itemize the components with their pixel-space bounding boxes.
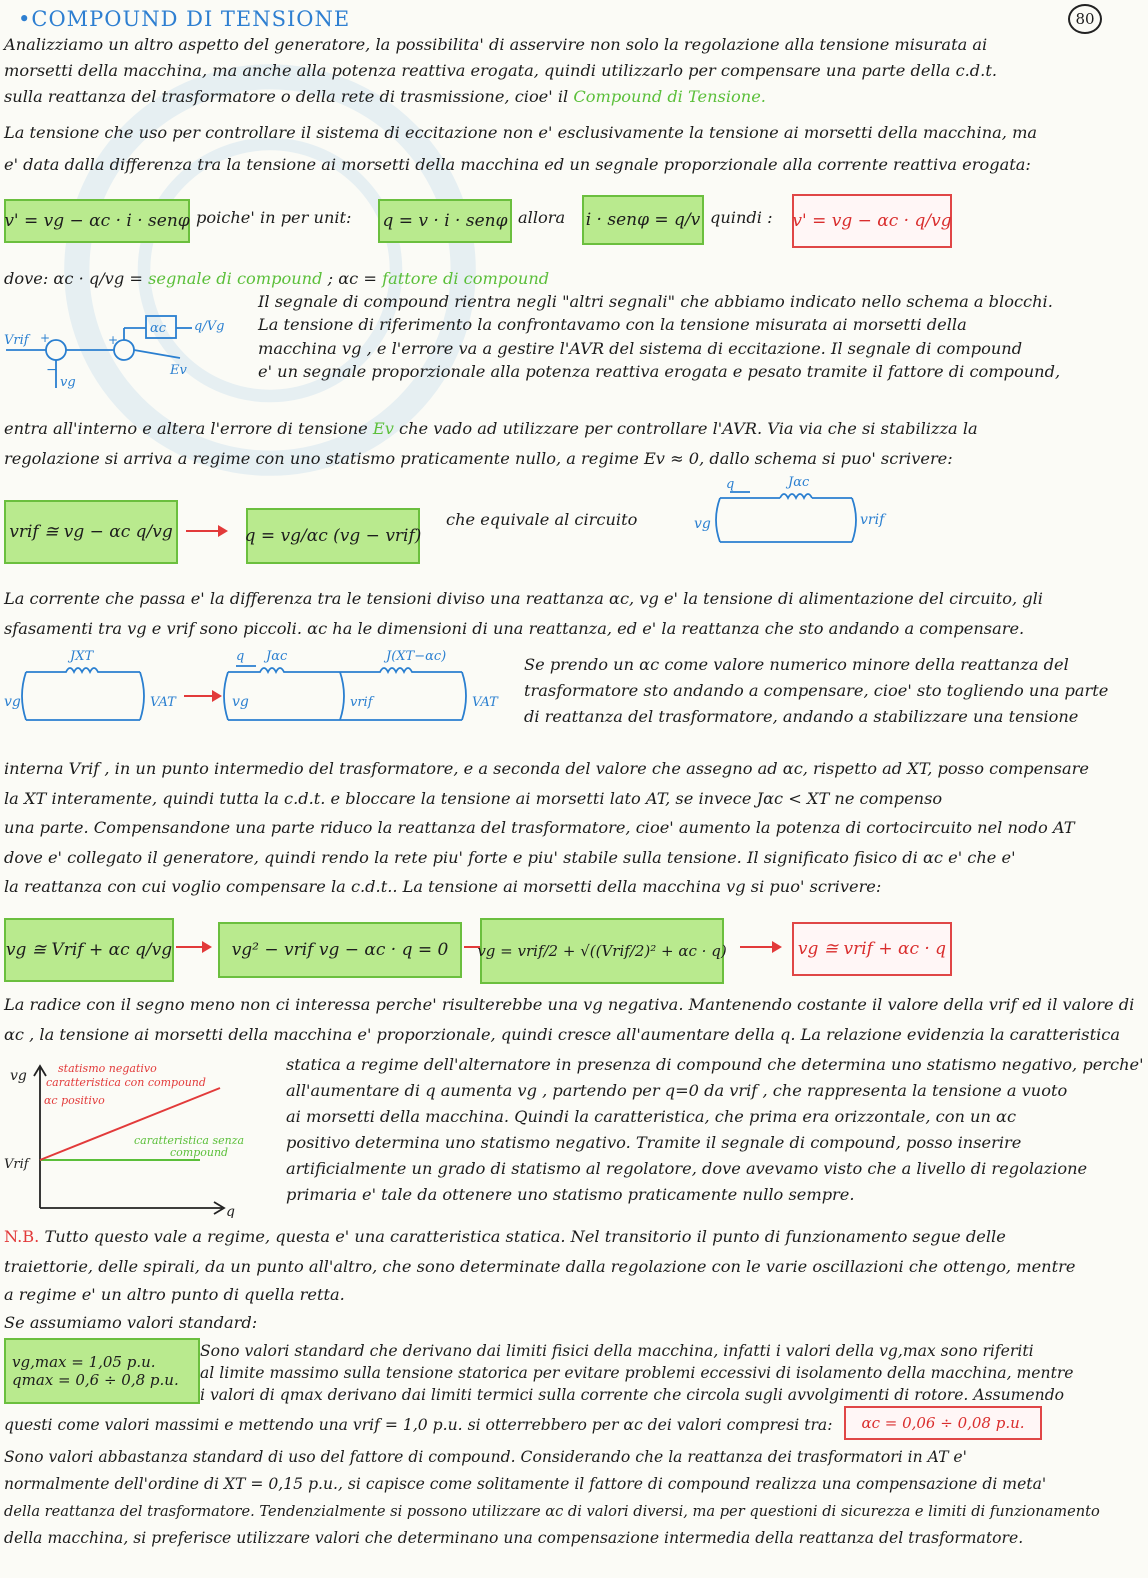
paragraph-line: macchina vg , e l'errore va a gestire l'AVR del sistema di eccitazione. Il segnale di compound (258, 338, 1023, 358)
block-diagram (0, 300, 250, 410)
ev-label: Ev (170, 363, 187, 378)
j-alpha-c-label: Jαc (788, 475, 810, 490)
vg-label: vg (232, 694, 249, 710)
paragraph-line: normalmente dell'ordine di XT = 0,15 p.u., si capisce come solitamente il fattore di compound realizza una compensazione di meta' (4, 1475, 1047, 1493)
vrif-label: Vrif (4, 1157, 29, 1172)
vrif-label: Vrif (4, 333, 29, 348)
paragraph-line: la XT interamente, quindi tutta la c.d.t. e bloccare la tensione ai morsetti lato AT, se invece Jαc < XT ne compenso (4, 788, 943, 808)
vg-label: vg (4, 694, 21, 710)
intro-line: La tensione che uso per controllare il sistema di eccitazione non e' esclusivamente la tensione ai morsetti della macchina, ma (4, 123, 1038, 142)
paragraph-line: Il segnale di compound rientra negli "altri segnali" che abbiamo indicato nello schema a blocchi. (258, 292, 1053, 311)
equation-box: q = vg/αc (vg − vrif) (246, 508, 420, 564)
ev-term: Ev (372, 419, 394, 438)
plus-sign: + (108, 333, 119, 347)
paragraph-line: Se prendo un αc come valore numerico minore della reattanza del (524, 655, 1069, 674)
page-number: 80 (1068, 4, 1102, 34)
paragraph-line: della macchina, si preferisce utilizzare valori che determinano una compensazione intermedia della reattanza del trasformatore. (4, 1529, 1024, 1547)
standard-values-box (4, 1338, 200, 1404)
equation-box: v' = vg − αc · i · senφ (4, 199, 190, 243)
x-axis-label: q (226, 1204, 235, 1218)
paragraph-line (4, 418, 978, 440)
definition-sep: ; αc = (327, 269, 377, 288)
equation-box: vg ≅ Vrif + αc q/vg (4, 918, 174, 982)
equation-text: quindi : (710, 208, 773, 227)
paragraph-line: sfasamenti tra vg e vrif sono piccoli. αc ha le dimensioni di una reattanza, ed e' la reattanza che sto andando a compensare. (4, 619, 1025, 638)
equation-box: q = v · i · senφ (378, 199, 512, 243)
equation-box: i · senφ = q/v (582, 195, 704, 245)
paragraph-text: entra all'interno e altera l'errore di tensione (4, 419, 368, 438)
jxt-label: JXT (70, 649, 94, 664)
equation-text: che equivale al circuito (446, 510, 638, 529)
paragraph-line: statica a regime dell'alternatore in presenza di compound che determina uno statismo negativo, perche' (286, 1055, 1144, 1074)
paragraph (286, 1052, 1144, 1208)
note-line: traiettorie, delle spirali, da un punto all'altro, che sono determinate dalla regolazione con le varie oscillazioni che ottengo, mentre (4, 1257, 1076, 1276)
intro-text: sulla reattanza del trasformatore o della rete di trasmissione, cioe' il (4, 87, 569, 106)
paragraph (258, 290, 1060, 384)
definition-prefix: dove: αc · q/vg = (4, 269, 143, 288)
paragraph-text: che vado ad utilizzare per controllare l'AVR. Via via che si stabilizza la (399, 419, 978, 438)
alpha-c-label: αc (150, 321, 167, 336)
paragraph-line: al limite massimo sulla tensione statorica per evitare problemi eccessivi di isolamento della macchina, mentre (200, 1364, 1074, 1382)
paragraph-line: una parte. Compensandone una parte riduco la reattanza del trasformatore, cioe' aumento la potenza di cortocircuito nel nodo AT (4, 818, 1075, 837)
paragraph-line: Sono valori abbastanza standard di uso del fattore di compound. Considerando che la reattanza dei trasformatori in AT e' (4, 1448, 967, 1466)
intro-line: e' data dalla differenza tra la tensione ai morsetti della macchina ed un segnale proporzionale alla corrente reattiva erogata: (4, 155, 1031, 174)
paragraph (4, 1444, 1100, 1552)
paragraph-line: interna Vrif , in un punto intermedio del trasformatore, e a seconda del valore che assegno ad αc, rispetto ad XT, posso compensare (4, 759, 1089, 778)
q-over-vg-label: q/Vg (194, 319, 225, 334)
j-alpha-c-label: Jαc (266, 649, 288, 664)
characteristic-graph (0, 1058, 270, 1218)
paragraph-line: i valori di qmax derivano dai limiti termici sulla corrente che circola sugli avvolgimenti di rotore. Assumendo (200, 1386, 1065, 1404)
arrow (740, 946, 780, 948)
note-text: Tutto questo vale a regime, questa e' una caratteristica statica. Nel transitorio il punto di funzionamento segue delle (44, 1227, 1006, 1246)
paragraph-line: all'aumentare di q aumenta vg , partendo per q=0 da vrif , che rappresenta la tensione a vuoto (286, 1081, 1068, 1100)
arrow (176, 946, 210, 948)
note-line (4, 1226, 1006, 1248)
intro-line (4, 86, 766, 108)
paragraph (4, 754, 1089, 902)
paragraph (200, 1340, 1074, 1406)
q-label: q (236, 649, 245, 664)
intro-line: Analizziamo un altro aspetto del generatore, la possibilita' di asservire non solo la regolazione alla tensione misurata ai (4, 35, 988, 54)
annotation: compound (170, 1146, 229, 1159)
paragraph-line: trasformatore sto andando a compensare, cioe' sto togliendo una parte (524, 681, 1109, 700)
paragraph-line: Sono valori standard che derivano dai limiti fisici della macchina, infatti i valori della vg,max sono riferiti (200, 1342, 1034, 1360)
paragraph-line: di reattanza del trasformatore, andando a stabilizzare una tensione (524, 707, 1079, 726)
annotation: caratteristica senza (134, 1134, 245, 1147)
intro-line: morsetti della macchina, ma anche alla potenza reattiva erogata, quindi utilizzarlo per compensare una parte della c.d.t. (4, 61, 997, 80)
paragraph-line: la reattanza con cui voglio compensare la c.d.t.. La tensione ai morsetti della macchina vg si puo' scrivere: (4, 877, 882, 896)
paragraph-line: della reattanza del trasformatore. Tendenzialmente si possono utilizzare αc di valori diversi, ma per questioni di sicurezza e limiti di funzionamento (4, 1503, 1100, 1520)
paragraph-line: regolazione si arriva a regime con uno statismo praticamente nullo, a regime Ev ≈ 0, dallo schema si puo' scrivere: (4, 449, 953, 468)
equivalent-circuit (680, 474, 910, 554)
q-max-value: qmax = 0,6 ÷ 0,8 p.u. (12, 1371, 179, 1389)
paragraph-line: αc , la tensione ai morsetti della macchina e' proporzionale, quindi cresce all'aumentare della q. La relazione evidenzia la caratteristica (4, 1025, 1120, 1044)
vrif-label: vrif (860, 512, 885, 528)
paragraph-line: dove e' collegato il generatore, quindi rendo la rete piu' forte e piu' stabile sulla tensione. Il significato fisico di αc e' che e' (4, 847, 1016, 867)
jxt-minus-alpha-c-label: J(XT−αc) (386, 649, 447, 664)
result-box: v' = vg − αc · q/vg (792, 194, 952, 248)
y-axis-label: vg (10, 1068, 27, 1084)
page-title: •COMPOUND DI TENSIONE (18, 7, 351, 31)
paragraph-line: La radice con il segno meno non ci interessa perche' risulterebbe una vg negativa. Mantenendo costante il valore della vrif ed il valore di (4, 995, 1135, 1014)
vg-max-value: vg,max = 1,05 p.u. (12, 1353, 156, 1371)
vg-label: vg (694, 516, 711, 532)
note-label: N.B. (4, 1227, 40, 1246)
plus-sign: + (40, 331, 51, 345)
note-line: a regime e' un altro punto di quella retta. (4, 1285, 345, 1304)
compound-signal-label: segnale di compound (148, 269, 323, 288)
equation-box: vrif ≅ vg − αc q/vg (4, 500, 178, 564)
annotation: αc positivo (44, 1094, 105, 1107)
highlighted-term: Compound di Tensione. (573, 87, 766, 106)
equation-box: vg = vrif/2 + √((Vrif/2)² + αc · q) (480, 918, 724, 984)
arrow (186, 530, 226, 532)
paragraph-line: ai morsetti della macchina. Quindi la caratteristica, che prima era orizzontale, con un αc (286, 1107, 1017, 1126)
result-box: vg ≅ vrif + αc · q (792, 922, 952, 976)
paragraph-line: artificialmente un grado di statismo al regolatore, dove avevamo visto che a livello di regolazione (286, 1159, 1088, 1178)
equation-text: allora (518, 208, 566, 227)
vg-label: vg (60, 375, 76, 390)
vrif-label: vrif (350, 695, 373, 710)
compound-factor-label: fattore di compound (382, 269, 550, 288)
annotation: caratteristica con compound (46, 1076, 206, 1089)
paragraph-line: La tensione di riferimento la confrontavamo con la tensione misurata ai morsetti della (258, 315, 967, 335)
equation-box: vg² − vrif vg − αc · q = 0 (218, 922, 462, 978)
paragraph-line: positivo determina uno statismo negativo. Tramite il segnale di compound, posso inserire (286, 1133, 1022, 1152)
minus-sign: − (46, 362, 58, 378)
result-box: αc = 0,06 ÷ 0,08 p.u. (844, 1406, 1042, 1440)
annotation: statismo negativo (58, 1062, 157, 1075)
transformer-circuits (0, 644, 520, 744)
paragraph-line: La corrente che passa e' la differenza tra le tensioni diviso una reattanza αc, vg e' la tensione di alimentazione del circuito, gli (4, 589, 1043, 608)
section-intro: Se assumiamo valori standard: (4, 1313, 258, 1332)
equation-text: poiche' in per unit: (196, 208, 352, 227)
paragraph-line: e' un segnale proporzionale alla potenza reattiva erogata e pesato tramite il fattore di compound, (258, 362, 1061, 382)
vat-label: VAT (150, 695, 176, 710)
paragraph-line: questi come valori massimi e mettendo una vrif = 1,0 p.u. si otterrebbero per αc dei valori compresi tra: (4, 1416, 833, 1434)
paragraph-line: primaria e' tale da ottenere uno statismo praticamente nullo sempre. (286, 1185, 855, 1204)
vat-label: VAT (472, 695, 498, 710)
q-label: q (726, 477, 735, 492)
definition-line (4, 268, 549, 290)
paragraph (524, 652, 1108, 730)
